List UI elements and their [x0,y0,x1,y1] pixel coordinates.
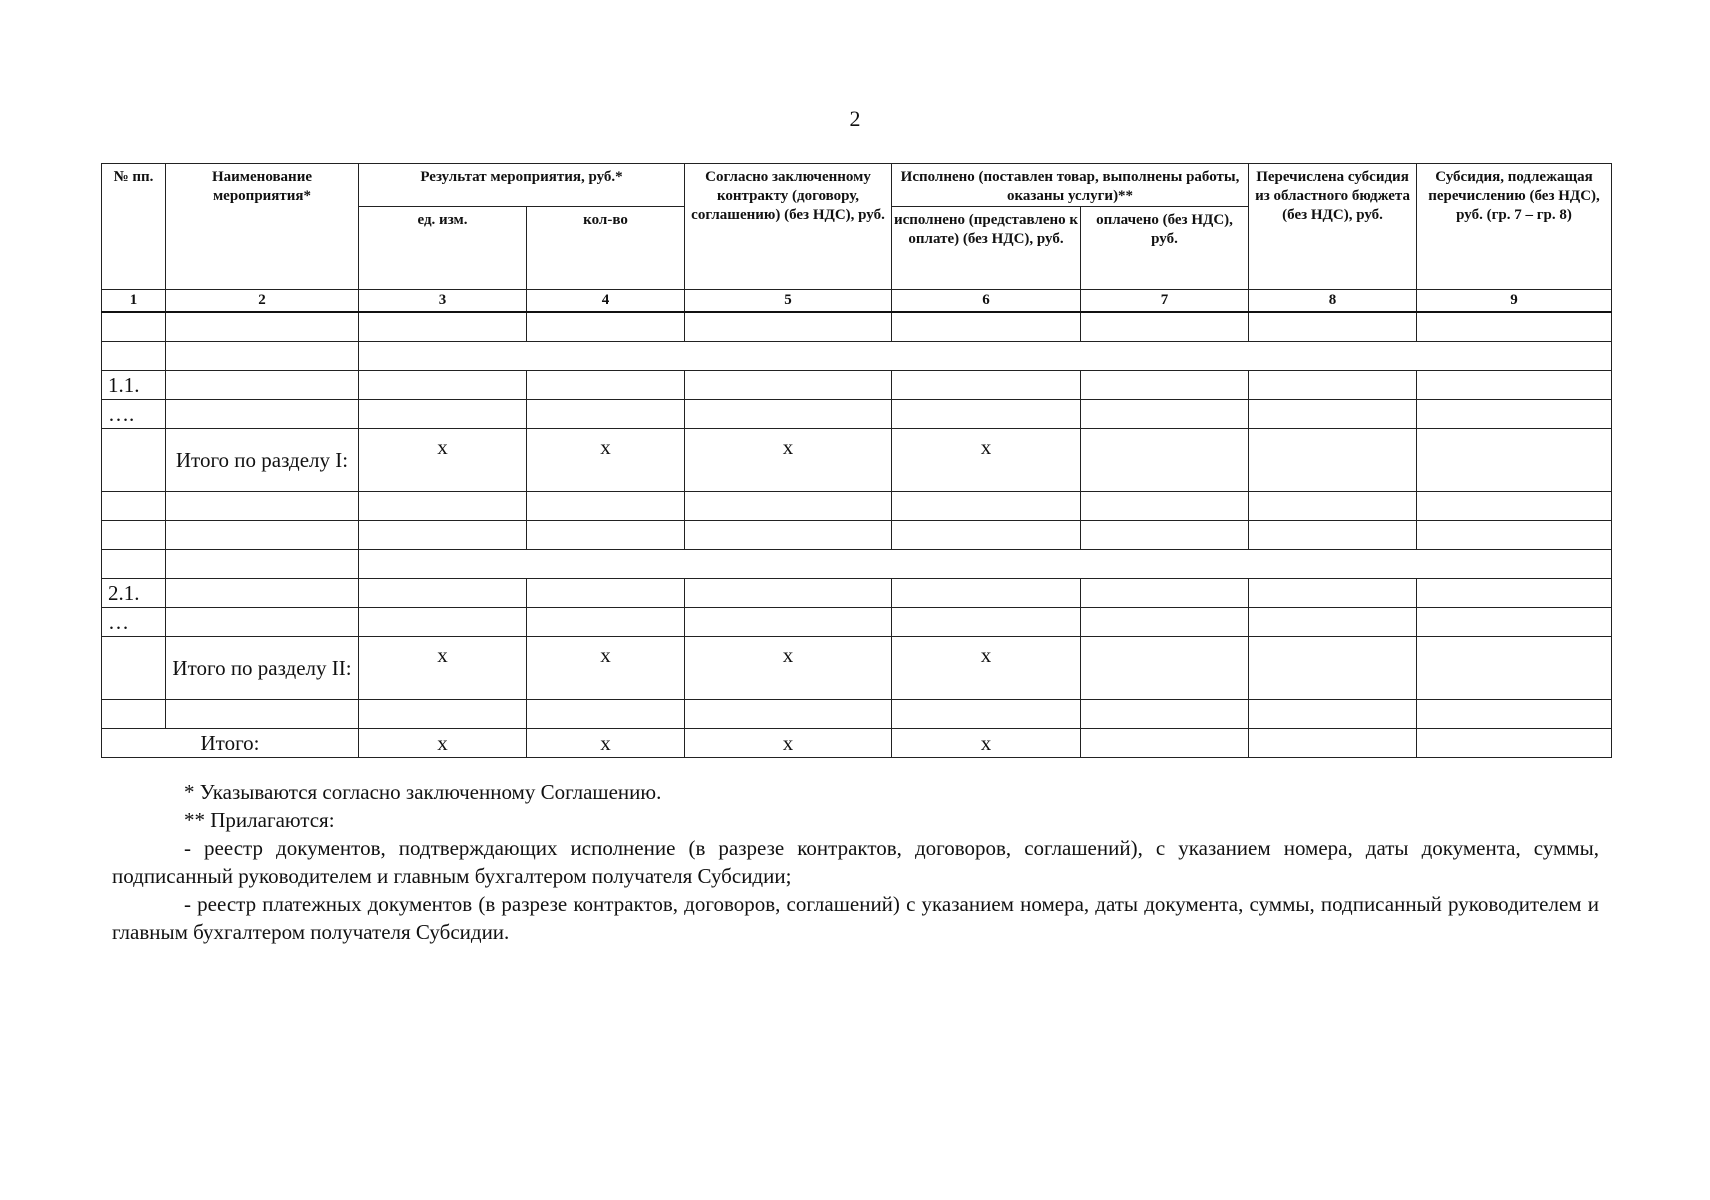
table-row [102,371,1612,400]
x-mark: x [892,429,1081,492]
table-cell [359,579,527,608]
column-number: 7 [1081,290,1249,313]
subtotal-label: Итого по разделу II: [166,637,359,700]
header-transferred-subsidy: Перечислена субсидия из областного бюджета (без НДС), руб. [1249,164,1417,290]
table-cell [1249,608,1417,637]
table-cell [359,608,527,637]
table-cell [1417,371,1612,400]
table-cell [166,579,359,608]
x-mark: x [527,637,685,700]
table-cell [1081,492,1249,521]
table-cell [1081,371,1249,400]
table-cell [166,700,359,729]
section-title-row [102,342,1612,371]
table-cell [102,492,166,521]
table-cell [1249,312,1417,342]
table-cell [685,492,892,521]
table-cell [685,400,892,429]
table-cell [359,312,527,342]
table-cell [527,521,685,550]
x-mark: x [359,429,527,492]
footnote-attachments: ** Прилагаются: [184,808,335,832]
subtotal-row [102,637,1612,700]
x-mark: x [527,729,685,758]
table-cell [685,371,892,400]
table-cell [892,400,1081,429]
table-cell [527,492,685,521]
header-paid: оплачено (без НДС), руб. [1081,207,1249,290]
table-cell [892,312,1081,342]
table-cell [892,579,1081,608]
section-title-cell [359,550,1612,579]
table-cell [527,700,685,729]
table-cell [892,492,1081,521]
table-cell [1417,729,1612,758]
table-cell [892,700,1081,729]
table-cell [892,371,1081,400]
table-cell [1417,579,1612,608]
row-number: 2.1. [102,579,166,608]
table-cell [166,550,359,579]
table-cell [527,579,685,608]
table-cell [1249,429,1417,492]
table-cell [1417,400,1612,429]
x-mark: x [892,729,1081,758]
table-row [102,521,1612,550]
header-event-result-group: Результат мероприятия, руб.* [359,164,685,207]
table-cell [102,550,166,579]
table-cell [1081,429,1249,492]
table-cell [102,637,166,700]
table-cell [527,312,685,342]
table-cell [102,429,166,492]
header-quantity: кол-во [527,207,685,290]
footnotes [112,778,1599,946]
x-mark: x [685,429,892,492]
header-subsidy-due: Субсидия, подлежащая перечислению (без НДС), руб. (гр. 7 – гр. 8) [1417,164,1612,290]
subtotal-label: Итого по разделу I: [166,429,359,492]
table-cell [359,700,527,729]
table-cell [1081,400,1249,429]
table-cell [166,371,359,400]
column-number: 8 [1249,290,1417,313]
table-cell [1249,579,1417,608]
table-cell [1081,608,1249,637]
row-number: … [102,608,166,637]
table-cell [359,492,527,521]
table-cell [1249,400,1417,429]
subtotal-row [102,429,1612,492]
table-cell [1417,492,1612,521]
table-row [102,579,1612,608]
x-mark: x [359,729,527,758]
table-cell [1417,312,1612,342]
table-cell [1417,521,1612,550]
table-cell [359,521,527,550]
table-cell [685,312,892,342]
column-number: 4 [527,290,685,313]
row-number: 1.1. [102,371,166,400]
x-mark: x [685,637,892,700]
table-cell [1081,637,1249,700]
table-cell [1249,492,1417,521]
table-cell [166,492,359,521]
column-number: 3 [359,290,527,313]
footnote-bullet-execution-registry: - реестр документов, подтверждающих исполнение (в разрезе контрактов, договоров, соглашений), с указанием номера, даты документа, суммы, подписанный руководителем и главным бухгалтером получателя Субсидии; [112,836,1599,888]
header-unit: ед. изм. [359,207,527,290]
table-cell [166,521,359,550]
table-cell [527,608,685,637]
table-cell [685,521,892,550]
table-cell [1417,429,1612,492]
page-number: 2 [849,106,861,131]
table-cell [892,521,1081,550]
row-number: …. [102,400,166,429]
x-mark: x [359,637,527,700]
table-cell [1249,521,1417,550]
table-cell [166,342,359,371]
table-cell [166,400,359,429]
table-cell [359,400,527,429]
header-contract-amount: Согласно заключенному контракту (договору, соглашению) (без НДС), руб. [685,164,892,290]
table-cell [1249,700,1417,729]
x-mark: x [527,429,685,492]
table-cell [166,312,359,342]
section-title-row [102,550,1612,579]
table-cell [685,608,892,637]
subsidy-report-table [101,163,1612,758]
table-row [102,700,1612,729]
table-cell [1249,637,1417,700]
column-number: 6 [892,290,1081,313]
table-cell [1081,312,1249,342]
column-number: 2 [166,290,359,313]
table-cell [1081,521,1249,550]
table-row [102,400,1612,429]
table-cell [1417,608,1612,637]
table-row [102,492,1612,521]
table-cell [1249,371,1417,400]
column-number: 1 [102,290,166,313]
table-cell [527,371,685,400]
table-cell [527,400,685,429]
footnote-bullet-payment-registry: - реестр платежных документов (в разрезе контрактов, договоров, соглашений) с указанием номера, даты документа, суммы, подписанный руководителем и главным бухгалтером получателя Субсидии. [112,892,1599,944]
table-cell [1081,700,1249,729]
table-cell [1417,700,1612,729]
total-label: Итого: [102,729,359,758]
table-cell [892,608,1081,637]
table-cell [166,608,359,637]
header-executed-group: Исполнено (поставлен товар, выполнены работы, оказаны услуги)** [892,164,1249,207]
table-cell [1417,637,1612,700]
x-mark: x [685,729,892,758]
header-row-number: № пп. [102,164,166,290]
table-cell [102,521,166,550]
table-cell [1081,729,1249,758]
column-number: 9 [1417,290,1612,313]
x-mark: x [892,637,1081,700]
table-cell [102,312,166,342]
header-event-name: Наименование мероприятия* [166,164,359,290]
table-cell [685,579,892,608]
table-cell [1081,579,1249,608]
table-cell [359,371,527,400]
column-number: 5 [685,290,892,313]
table-cell [1249,729,1417,758]
section-title-cell [359,342,1612,371]
table-cell [102,342,166,371]
table-cell [102,700,166,729]
header-executed: исполнено (представлено к оплате) (без НДС), руб. [892,207,1081,290]
table-row [102,608,1612,637]
footnote-agreement: * Указываются согласно заключенному Соглашению. [184,780,662,804]
total-row [102,729,1612,758]
table-row [102,312,1612,342]
table-cell [685,700,892,729]
